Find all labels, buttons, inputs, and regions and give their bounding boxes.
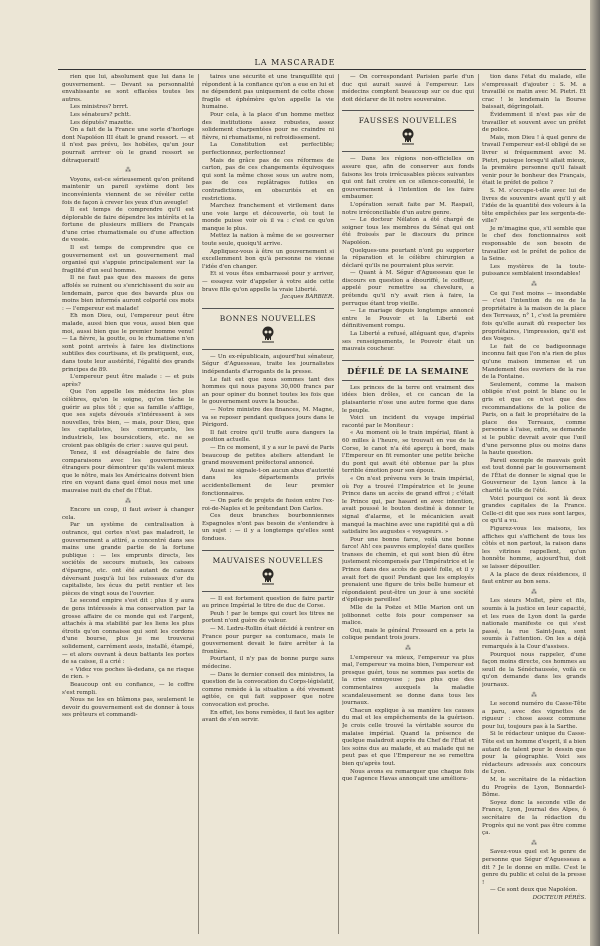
paragraph: — M. Ledru-Rollin était décidé à rentrer en France pour purger sa contumace, mais le gouvernement devait le faire arrêter à la frontière. [202,626,334,655]
paragraph: A la place de deux résidences, il faut entrer au bon sens. [482,571,586,586]
paragraph: Pour une bonne farce, voilà une bonne farce! Ah! ces pauvres employés! dans quelles transes de chemin, et qui sont bien dû être justement récompensés par l'Impératrice et le Prince dans des accès de gaieté folle, et il y avait fort de quoi! Pendant que les employés prenaient une figure de très belle humeur et répondaient peut-être un jour à une société d'épilepsie pareilles! [342,536,474,604]
section-header-fausses [342,110,474,152]
section-title: BONNES NOUVELLES [219,313,317,323]
paragraph: Marchez franchement et virilement dans une voie large et découverte, où tout le monde puisse voir où il va : c'est ce qu'on manque le plus. [202,203,334,232]
section-title: MAUVAISES NOUVELLES [212,555,324,565]
ornament-icon: ⁂ [531,588,537,596]
paragraph: Eh mon Dieu, oui, l'empereur peut être malade, aussi bien que vous, aussi bien que moi, aussi bien que le premier homme venu! — La fièvre, la goutte, ou le rhumatisme n'en sont point arrivés à faire les distinctions subtiles des courtisans, et ils pratiquent, eux, dans toute leur austérité, l'égalité des grands principes de 89. [62,313,194,373]
section-title: FAUSSES NOUVELLES [358,116,458,126]
paragraph: Pourquoi nous rappeler, d'une façon moins directe, ces hommes au seuil de la Sénéchaussée, voilà ce qu'on demande dans les grands journaux. [482,651,586,688]
paragraph: Mlle de la Poëze et Mlle Marion ont un jolibonnet cette fois pour compenser sa malice. [342,605,474,627]
paragraph: Beaucoup ont eu confiance, — le coffre s'est rempli. [62,681,194,696]
paragraph: Appliquez-vous à être un gouvernement si excellemment bon qu'à personne ne vienne l'idée d'en changer. [202,248,334,270]
paragraph: Si le rédacteur unique du Casse-Tête est un homme d'esprit, il a bien autant de talent pour le dessin que pour la géographie. Voici ses rédacteurs adressés aux concours de Lyon. [482,731,586,776]
paragraph: tion dans l'état du malade, elle s'empressait d'ajouter : S. M. a travaillé ce matin avec M. Pietri. Et crac ! le lendemain la Bourse baissait, dégringolait. [482,74,586,111]
paragraph: En effet, les bons remèdes, il faut les agiter avant de s'en servir. [202,709,334,724]
paragraph: Pourtant, il n'y pas de bonne purge sans médecine. [202,656,334,670]
ornament-icon: ⁂ [531,839,537,847]
ornament-icon: ⁂ [531,281,537,289]
paragraph: Je m'imagine que, s'il semble que le chef des fonctionnaires soit responsable de son besoin de travailler est le préfet de police de la Seine. [482,225,586,263]
section-header-bonnes [202,308,334,350]
paragraph: Les ministres? brrrt. [70,104,129,111]
masthead: LA MASCARADE [254,58,336,67]
paragraph: Encore un coup, il faut aviser à changer cela. [62,507,194,521]
paragraph: « Videz vos poches là-dedans, ça ne risque de rien. » [62,666,194,681]
section-header-defile [342,360,474,381]
paragraph: On a fait de la France une sorte d'horloge dont Napoléon III était le grand ressort. — et il n'est pas prévu, les hobèles, qu'un jour pourrait arriver où le grand ressort se détraquerait! [62,127,194,164]
paragraph: Ce qui l'est moins — insondable — c'est l'intention du ou de la propriétaire à la maison de la place des Terreaux, n° 1, c'est la première fois qu'elle aurait dû respecter les propriétaires, l'impression, qu'il est des Vosges. [482,290,586,343]
ornament-icon: ⁂ [531,691,537,699]
paragraph: — Un ex-républicain, aujourd'hui sénateur, Ségur d'Aguesseau, traite les journalistes indépendants d'arrogants de la presse. [202,353,334,375]
paragraph: Le fait est que nous sommes tant des hommes qui nous payons 30,000 francs par an pour opiner du bonnet toutes les fois que le gouvernement ouvre la bouche. [202,376,334,406]
paragraph: Évidemment il n'est pas sûr de travailler et souvent avec un préfet de police. [482,111,586,134]
paragraph: Et si vous êtes embarrassé pour y arriver, — essayez voir d'appeler à votre aide cette brave fille qu'on appelle la vraie Liberté. [202,271,334,293]
column-2 [202,74,334,934]
paragraph: Pour cela, à la place d'un homme mettez des institutions assez robustes, assez solidement charpentées pour ne craindre ni fièvre, ni rhumatisme, ni refroidissement. [202,111,334,141]
paragraph: — En ce moment, il y a sur le pavé de Paris beaucoup de petites ateliers attendant le grand mouvement préfectoral annoncé. [202,444,334,467]
column-divider [478,74,479,934]
paragraph: Les sieurs Mollet, père et fils, soumis à la justice en leur capacité, et les rues de Lyon dont la garde nationale manifeste ce qui s'est passé, la rue Saint-Jean, sont soumis à l'attention. On les a déjà remarqués à la Cour d'assises. [482,598,586,650]
paragraph: « Au moment où le train impérial, filant à 60 milles à l'heure, se trouvait en vue de la Corse, le canot n'a été aperçu à bord, mais l'Empereur en fit remonter une petite brèche du pont qui avait été obtenue par la plus terrible émotion pour son époux. [342,430,474,475]
paragraph: taires une sécurité et une tranquillité qui répondent à la confiance qu'on a eue en lui et ne dépendent pas uniquement de cette chose fragile et éphémère qu'on appelle la vie humaine. [202,74,334,111]
paragraph: Mais de grâce pas de ces réformes de carton, pas de ces changements équivoques qui sont la même chose sous un autre nom, pas de ces replâtrages futiles en contradictions, en obscurités et en restrictions. [202,157,334,202]
paragraph: Que l'on appelle les médecins les plus célèbres, qu'on le soigne, qu'on tâche le guérir au plus tôt ; que sa famille s'afflige, que ses sujets dévoués s'intéressent à ses nouvelles, très bien, — mais, pour Dieu, que les capitalistes, les commerçants, les industriels, les boursicotiers, etc. ne se croient pas obligés de crier : sauve qui peut. [62,389,194,449]
paragraph: — On parle de projets de fusion entre l'ex-roi-de-Naples et le prétendant Don Carlos. [202,498,334,512]
skull-icon [401,128,415,145]
column-divider [338,74,339,934]
masthead-rule [58,69,586,70]
section-header-mauvaises [202,550,334,592]
paragraph: L'empereur peut être malade : — et puis après? [62,374,194,388]
paragraph: Tenez, il est désagréable de faire des comparaisons avec les gouvernements étrangers pour démontrer qu'ils valent mieux que le nôtre, mais les Américains doivent bien rire en voyant dans quel émoi nous met une mauvaise nuit du chef de l'État. [62,450,194,495]
paragraph: La Constitution est perfectible; perfectionnez, perfectionnez! [202,142,334,156]
paragraph: Mettez la nation à même de se gouverner toute seule, quoiqu'il arrive. [202,233,334,248]
paragraph: Quelques-uns pourtant n'ont pu supporter la réparation et le célèbre chirurgien a déclaré qu'ils ne pourraient plus servir. [342,247,474,269]
paragraph: Mais, mon Dieu ! à quel genre de travail l'empereur est-il obligé de se livrer si fréquemment avec M. Pietri, puisque lorsqu'il allait mieux, la première personne qu'il faisait venir pour le bonheur des Français, était le préfet de police ? [482,134,586,187]
paragraph: Figurez-vous les maisons, les affiches qui s'affichent de tous les côtés et non partout, la raison dans les vitrines rappellent, qu'un honnête homme, aujourd'hui, doit se laisser dépouiller. [482,526,586,570]
paragraph: — Dans le dernier conseil des ministres, la question de la convocation du Corps-législatif, comme remède à la situation a été vivement agitée, ce qui fait supposer que notre convocation est proche. [202,671,334,708]
ornament-icon: ⁂ [405,645,411,652]
paragraph: Les princes de la terre ont vraiment des idées bien drôles, et ce cancan de la plaisanterie n'ose une autre forme que dans le peuple. [342,384,474,414]
paragraph: — Le docteur Nélaton a été chargé de soigner tous les membres du Sénat qui ont été froissés par le discours du prince Napoléon. [342,217,474,246]
paragraph: — Notre ministre des finances, M. Magne, va se reposer pendant quelques jours dans le Périgord. [202,406,334,429]
column-divider [198,74,199,934]
skull-icon [261,326,275,343]
signature: Jacques BARBIER. [281,294,334,301]
paragraph: — Le mariage depuis longtemps annoncé entre le Pouvoir et la Liberté est définitivement rompu. [342,308,474,330]
paragraph: S. M. s'occupe-t-elle avec lui de livres de souvenirs avant qu'il y ait l'idée de la quantité des voleurs à la tête empêchées par les sergents-de-ville? [482,187,586,225]
paragraph: Le second numéro du Casse-Tête a paru, avec des vignettes de rigueur : chose assez commune pour lui, toujours pas à la Sarthe. [482,701,586,730]
paragraph: Il ne faut pas que des masses de gens affolés se ruinent ou s'enrichissent du soir au lendemain, parce que des bavards plus ou moins bien informés auront colporté ces mots : — l'empereur est malade! [62,275,194,312]
paragraph: L'opération serait faite par M. Raspail, notre irréconciliable d'un autre genre. [342,201,474,216]
paragraph: Voici un incident du voyage impérial raconté par le Moniteur : [342,415,474,429]
paragraph: Seulement, comme la maison obligée n'est point le blanc ou le gris et que ce n'est que des recommandations de la police de Paris, on a fait le propriétaire de la place des Terreaux, comme personne à l'aise, enfin, se demande si le public devrait avoir que l'œil d'une personne plus ou moins dans la haute question. [482,381,586,457]
column-1 [62,74,194,934]
paragraph: Les sénateurs? pchtt. [70,111,131,118]
section-title: DÉFILÉ DE LA SEMAINE [347,365,469,376]
skull-icon [261,568,275,585]
paragraph: Aussi ne signale-t-on aucun abus d'autorité dans les départements privés accidentellement de leur premier fonctionnaires. [202,467,334,497]
paragraph: La Liberté a refusé, alléguant que, d'après ses renseignements, le Pouvoir était un mauvais coucheur. [342,331,474,353]
paragraph: Nous ne les en blâmons pas, seulement le devoir du gouvernement est de donner à tous ses prêteurs et commandi- [62,697,194,719]
paragraph: — Ce sont deux que Napoléon. [490,887,578,894]
paragraph: Nous avons eu remarquer que chaque fois que l'agence Havas annonçait une améliora- [342,768,474,783]
paragraph: Savez-vous quel est le genre de personne que Ségur d'Aguesseau a dit ? Je le donne en mille. C'est le genre du public et celui de la presse ! [482,849,586,886]
paragraph: Pareil exemple de mauvais goût est tout donné par le gouvernement de l'État de donner le signal que le Gouverneur de Lyon lance à la charité la ville de l'été. [482,457,586,495]
paragraph: Par un système de centralisation à outrance, qui certes n'est pas maladroit, le gouvernement a attiré, a concentré dans ses mains une grande partie de la fortune publique : — les emprunts directs, les sociétés de secours mutuels, les caisses d'épargne, etc. ont été autant de canaux déversant jusqu'à lui les ruisseaux d'or du capitaliste, les écus du petit rentier et les pièces de vingt sous de l'ouvrier. [62,522,194,597]
page-binding-shadow [590,0,600,946]
ornament-icon: ⁂ [125,497,131,505]
paragraph: Soyez donc la seconde ville de France, Lyon, Journal des Alpes, ô secrétaire de la rédaction du Progrès qui ne vont pas être comme ça. [482,799,586,837]
paragraph: Il est temps de comprendre qu'il est déplorable de faire dépendre les intérêts et la fortune de plusieurs milliers de Français d'une crise rhumatismale ou d'une affection de vessie. [62,207,194,244]
paragraph: — Quant à M. Ségur d'Aguesseau que le discours en question a ébouriffé, le coiffeur, appelé pour remettre sa chevelure, a prétendu qu'il n'y avait rien à faire, la perruque étant trop vieille. [342,270,474,307]
paragraph: M. le secrétaire de la rédaction du Progrès de Lyon, Bonnardel-Bôme. [482,777,586,799]
paragraph: Voyons, est-ce sérieusement qu'on prétend maintenir un pareil système dont les inconvénients viennent de se révéler cette fois de façon à crever les yeux d'un aveugle! [62,176,194,206]
paragraph: Il fait croire qu'il truffe aura dangers la position actuelle. [202,429,334,444]
paragraph: — On correspondant Parisien parle d'un duc qui aurait sauvé à l'empereur. Les médecins comptent beaucoup sur ce duc qui doit déclarer de lit notre souveraine. [342,74,474,103]
paragraph: L'empereur va mieux, l'empereur va plus mal, l'empereur va moins bien, l'empereur est presque guéri, tous ne sommes pas sortis de la crise ennuyeuse ; pas plus que des commentaires auxquels la maladie scandaleusement se donne dans tous les journaux. [342,654,474,707]
column-4 [482,74,586,934]
paragraph: Peuh ! par le temps qui court les titres ne portent n'ont guère de valeur. [202,610,334,625]
paragraph: Chacun explique à sa manière les causes du mal et les empêchements de la guérison. Je crois celle trouvé la véritable source du malaise impérial. Quand la présence de quelque maladroit auprès du Chef de l'État et les soins dus au malade, et au malade qui ne peut pas et que l'Empereur ne se remettra bien qu'après tout. [342,707,474,767]
paragraph: Les députés? mazette. [70,119,134,126]
paragraph: Le fait de ce badigeonnage inconnu fait que l'on n'a rien de plus qu'une maison immense et un Mandement des ouvriers de la rue de la Fontaine. [482,343,586,381]
paragraph: Il est temps de comprendre que ce gouvernement est un gouvernement mal organisé qui s'appuie principalement sur la fragilité d'un seul homme. [62,245,194,274]
paragraph: — Il est fortement question de faire partir au prince Impérial le titre de duc de Corse. [202,595,334,610]
paragraph: Oui, mais le général Frossard en a pris la colique pendant trois jours. [342,627,474,642]
paragraph: Voici pourquoi ce sont là deux grandes capitales de la France. Celle-ci dit que ses rues sont larges, ce qu'il a vu. [482,495,586,525]
signature: DOCTEUR PÉRÈS. [532,894,586,901]
paragraph: Ces deux branches bourbonniennes Espagnoles n'ont pas besoin de s'entendre à un sujet : — il y a longtemps qu'elles sont fondues. [202,513,334,543]
paragraph: Le second empire s'est dit : plus il y aura de gens intéressés à ma conservation par la grosse affaire de ce monde qui est l'argent, attachés à ma stabilité par les liens les plus étroits qu'on connaisse qui sont les cordons d'une bourse, plus je me trouverai solidement, carrément assis, installé, étampé, — et alors ouvrant à deux battants les portes de sa caisse, il a crié : [62,598,194,666]
paragraph: — Dans les régions non-officielles on assure que, afin de conserver aux fonds faisons les trois irrécusables pièces suivantes qui ont fait croire en ce silence-consulté, le gouvernement à l'intention de les faire embaumer. [342,156,474,201]
paragraph: rien que lui, absolument que lui dans le gouvernement. — Devant sa personnalité envahissante se sont effacées toutes les autres. [62,74,194,103]
paragraph: Les mystères de la toute-puissance semblaient insondables! [482,263,586,278]
ornament-icon: ⁂ [125,167,131,175]
column-3 [342,74,474,934]
paragraph: « On n'est prévenu vers le train impérial, où Foy a trouvé l'Impératrice et le jeune Prince dans un accès de grand effroi ; c'était le Prince qui, par hasard en avec intention, avait poussé le bouton destiné à donner le signal d'alarme, et le mécanicien avait manqué la machine avec une rapidité qui a dû satisfaire les augustes « voyageurs. » [342,475,474,536]
